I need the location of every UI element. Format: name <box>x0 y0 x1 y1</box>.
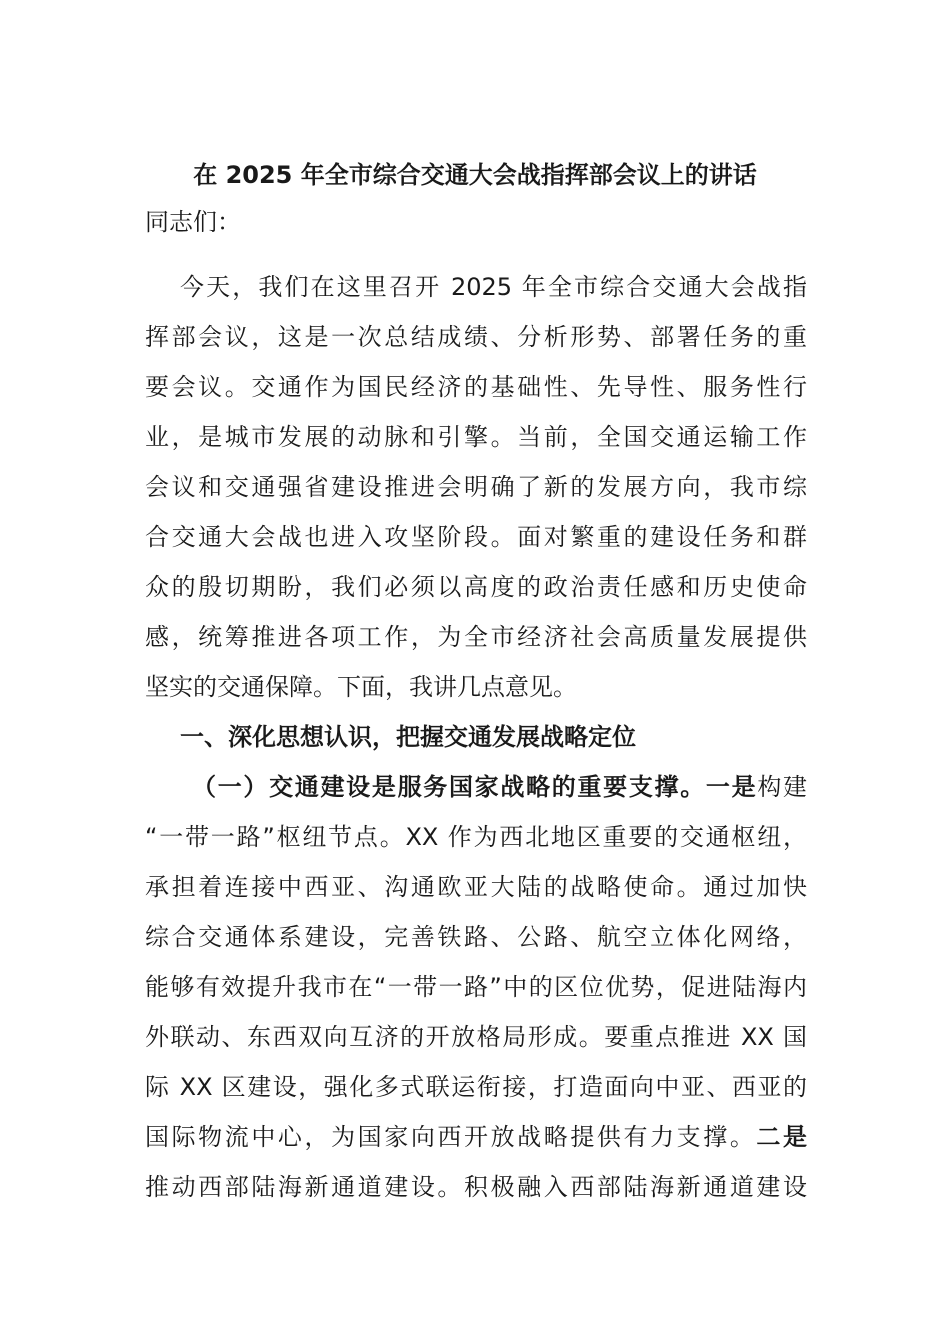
body-line <box>145 1118 807 1156</box>
body-line: 外联动、东西双向互济的开放格局形成。要重点推进 XX 国 <box>145 1023 807 1051</box>
intro-line: 今天，我们在这里召开 2025 年全市综合交通大会战指 <box>180 273 807 301</box>
body-line-text: 国际物流中心，为国家向西开放战略提供有力支撑。 <box>145 1123 757 1151</box>
intro-line: 众的殷切期盼，我们必须以高度的政治责任感和历史使命 <box>145 573 807 601</box>
body-line: 承担着连接中西亚、沟通欧亚大陆的战略使命。通过加快 <box>145 873 807 901</box>
intro-line: 感，统筹推进各项工作，为全市经济社会高质量发展提供 <box>145 623 807 651</box>
intro-line: 要会议。交通作为国民经济的基础性、先导性、服务性行 <box>145 373 807 401</box>
intro-line: 坚实的交通保障。下面，我讲几点意见。 <box>145 673 577 701</box>
body-line: 推动西部陆海新通道建设。积极融入西部陆海新通道建设 <box>145 1173 807 1201</box>
salutation: 同志们： <box>145 208 241 236</box>
subsection-heading-rest: 构建 <box>757 773 808 801</box>
body-line: 综合交通体系建设，完善铁路、公路、航空立体化网络， <box>145 923 807 951</box>
intro-line: 业，是城市发展的动脉和引擎。当前，全国交通运输工作 <box>145 423 807 451</box>
body-line: 际 XX 区建设，强化多式联运衔接，打造面向中亚、西亚的 <box>145 1073 807 1101</box>
intro-line: 挥部会议，这是一次总结成绩、分析形势、部署任务的重 <box>145 323 807 351</box>
body-line: “一带一路”枢纽节点。XX 作为西北地区重要的交通枢纽， <box>145 823 807 851</box>
subsection-heading-line <box>192 768 807 806</box>
body-line: 能够有效提升我市在“一带一路”中的区位优势，促进陆海内 <box>145 973 807 1001</box>
intro-line: 合交通大会战也进入攻坚阶段。面对繁重的建设任务和群 <box>145 523 807 551</box>
body-line-bold-tail: 二是 <box>756 1123 808 1151</box>
subsection-heading-bold: （一）交通建设是服务国家战略的重要支撑。一是 <box>192 773 758 801</box>
intro-line: 会议和交通强省建设推进会明确了新的发展方向，我市综 <box>145 473 807 501</box>
section-heading: 一、深化思想认识，把握交通发展战略定位 <box>180 723 636 751</box>
document-title: 在 2025 年全市综合交通大会战指挥部会议上的讲话 <box>193 161 757 189</box>
